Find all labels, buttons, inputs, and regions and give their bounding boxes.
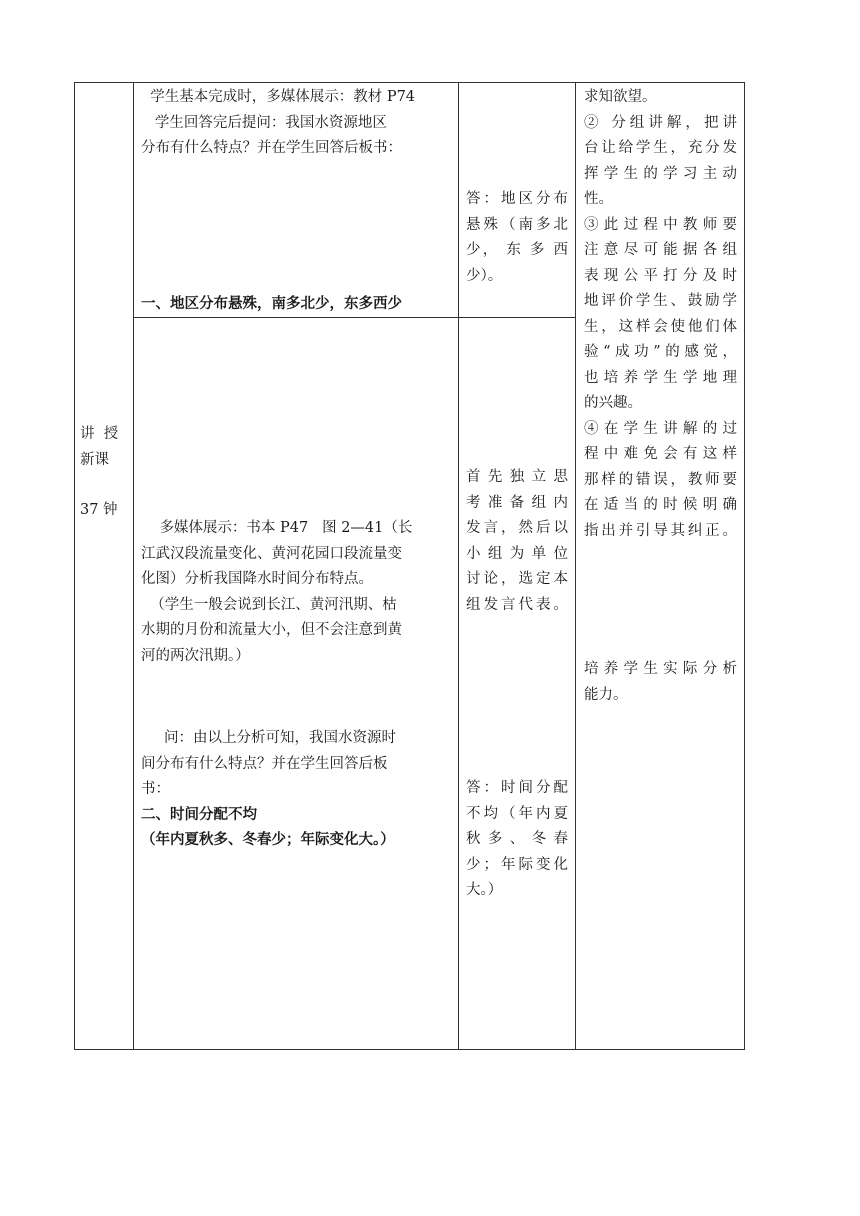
student-line: 答：地区分布 — [466, 191, 568, 207]
stage-cell — [80, 422, 130, 524]
intent-line: 也培养学生学地理 — [584, 369, 737, 386]
intent-cell-a — [584, 85, 737, 544]
student-line: 发言，然后以 — [466, 520, 568, 536]
student-line: 少， 东 多 西 — [466, 242, 568, 258]
student-line: 少）。 — [466, 267, 503, 284]
student-line: 秋 多 、 冬 春 — [466, 831, 568, 847]
student-line: 大。） — [466, 882, 503, 898]
student-line: 不均（年内夏 — [466, 805, 568, 822]
board-heading-2-detail: （年内夏秋多、冬春少；年际变化大。） — [141, 832, 395, 848]
content-line: 学生回答完后提问：我国水资源地区 — [141, 114, 387, 131]
student-line: 悬殊（南多北 — [466, 216, 568, 233]
intent-line: ③此过程中教师要 — [584, 216, 737, 233]
content-line: 江武汉段流量变化、黄河花园口段流量变 — [141, 545, 402, 562]
intent-line: 培养学生实际分析 — [584, 661, 737, 677]
intent-line: ② 分组讲解，把讲 — [584, 114, 737, 131]
student-line: 首先独立思 — [466, 469, 568, 485]
content-line: 书： — [141, 781, 170, 797]
board-heading-1: 一、地区分布悬殊，南多北少，东多西少 — [141, 296, 402, 312]
row2-student-cell-a — [466, 465, 568, 618]
intent-line: 台让给学生，充分发 — [584, 140, 737, 156]
row1-student-cell — [466, 187, 568, 289]
intent-line: 生，这样会使他们体 — [584, 318, 737, 335]
table-column-divider — [458, 82, 459, 1050]
intent-line: 程中难免会有这样 — [584, 446, 737, 462]
content-line: 河的两次汛期。） — [141, 647, 250, 664]
intent-line: 能力。 — [584, 686, 628, 703]
table-column-divider — [575, 82, 576, 1050]
content-line: 分布有什么特点？并在学生回答后板书： — [141, 140, 402, 156]
row1-content-cell — [141, 85, 453, 162]
intent-line: 的兴趣。 — [584, 395, 642, 411]
intent-cell-b — [584, 657, 737, 708]
student-line: 少；年际变化 — [466, 856, 568, 873]
student-line: 考准备组内 — [466, 494, 568, 511]
content-line: 间分布有什么特点？并在学生回答后板 — [141, 755, 388, 772]
board-heading-2: 二、时间分配不均 — [141, 806, 257, 823]
student-line: 组发言代表。 — [466, 596, 568, 613]
intent-line: 求知欲望。 — [584, 89, 657, 105]
intent-line: 那样的错误，教师要 — [584, 471, 737, 488]
content-line: 学生基本完成时，多媒体展示：教材 P74 — [141, 89, 416, 105]
intent-line: 验“成功”的感觉， — [584, 344, 737, 360]
student-line: 答：时间分配 — [466, 780, 568, 796]
intent-line: 挥学生的学习主动 — [584, 165, 737, 182]
row2-student-cell-b — [466, 776, 568, 904]
content-line: 水期的月份和流量大小，但不会注意到黄 — [141, 622, 402, 638]
stage-subtitle: 新课 — [80, 451, 109, 468]
content-line: 多媒体展示：书本 P47 图 2—41（长 — [141, 520, 413, 536]
row2-content-cell-b — [141, 726, 453, 854]
row2-content-cell-a — [141, 516, 453, 669]
content-line: 问：由以上分析可知，我国水资源时 — [141, 730, 397, 746]
intent-line: 地评价学生、鼓励学 — [584, 293, 737, 309]
content-line: 化图）分析我国降水时间分布特点。 — [141, 571, 373, 587]
student-line: 小组为单位 — [466, 545, 568, 562]
content-line: （学生一般会说到长江、黄河汛期、枯 — [141, 596, 397, 613]
intent-line: 注意尽可能据各组 — [584, 242, 737, 258]
stage-title: 讲 授 — [80, 426, 119, 442]
intent-line: 指出并引导其纠正。 — [584, 522, 737, 539]
intent-line: 性。 — [584, 191, 613, 207]
intent-line: 表现公平打分及时 — [584, 267, 737, 284]
intent-line: 在适当的时候明确 — [584, 497, 737, 513]
intent-line: ④在学生讲解的过 — [584, 420, 737, 437]
table-column-divider — [133, 82, 134, 1050]
stage-duration: 37 钟 — [80, 502, 118, 518]
student-line: 讨论，选定本 — [466, 571, 568, 587]
